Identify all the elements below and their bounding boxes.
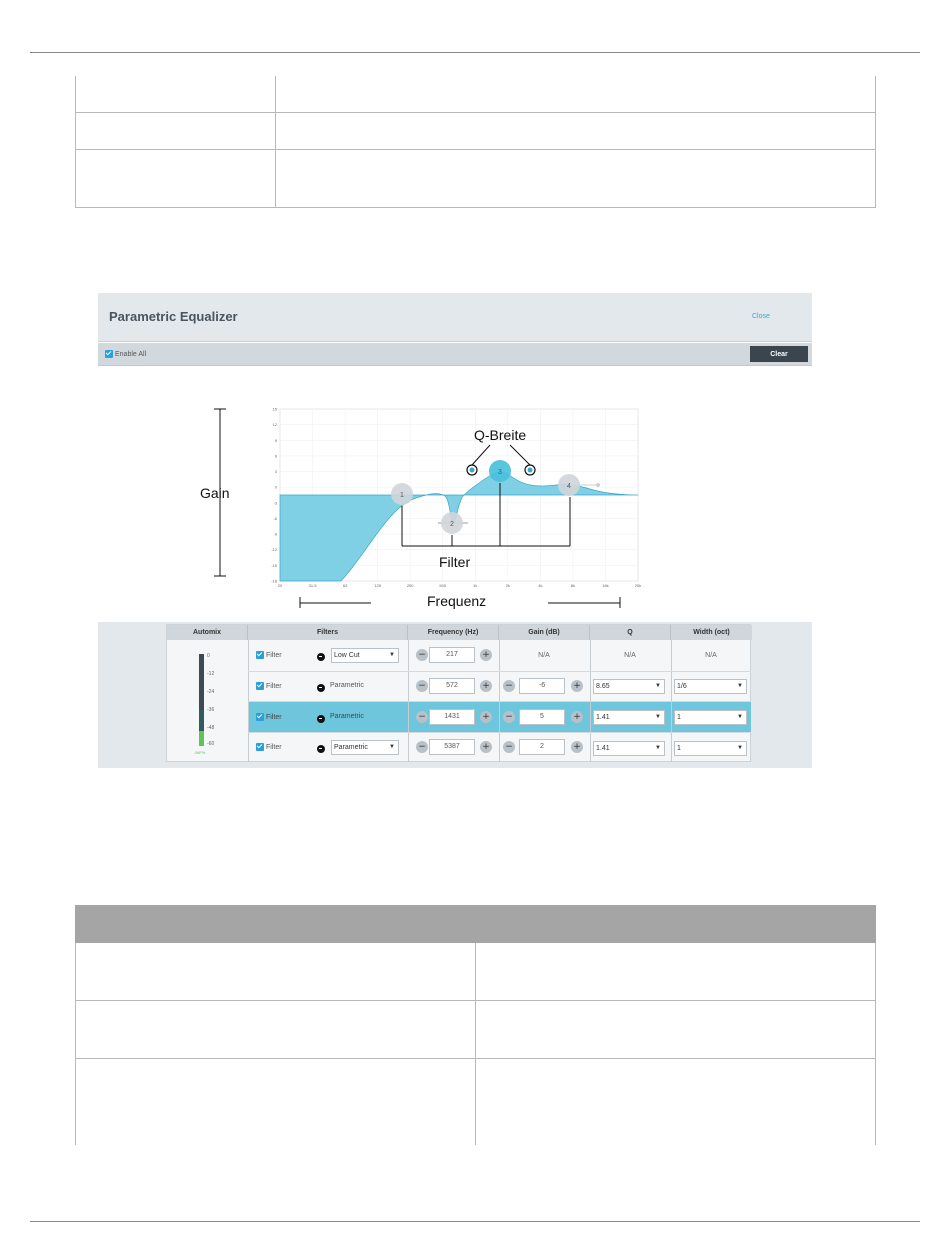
node-label: 4 [567,483,571,490]
frequency-increment-button[interactable]: + [480,741,492,753]
table-cell [276,112,876,149]
table-cell [76,149,276,207]
gain-increment-button[interactable]: + [571,680,583,692]
caret-down-icon: ▼ [389,652,395,658]
eq-plot-area [98,367,812,622]
filter-type-icon [317,745,325,753]
meter-tick: -24 [207,689,215,695]
y-tick-label: -3 [273,500,277,506]
select-value: 1 [677,745,681,752]
select-value: 1.41 [596,714,610,721]
table-cell [476,1059,876,1145]
meter-tick: -60 [207,741,215,747]
x-tick-label: 1k [473,583,478,588]
filter-type-select[interactable] [331,740,399,755]
node-label: 1 [400,492,404,499]
x-tick-label: 63 [342,583,348,588]
y-tick-label: -9 [273,531,277,537]
filter-type-icon [317,715,325,723]
width-select[interactable] [674,679,747,694]
x-tick-label: 4k [538,583,543,588]
x-tick-label: 31.5 [308,583,317,588]
q-handle-right[interactable] [525,465,535,475]
peq-toolbar [98,343,812,366]
gain-decrement-button[interactable]: − [503,680,515,692]
filter-type-text: Parametric [330,713,364,720]
filter-enable-checkbox[interactable] [256,682,282,690]
y-tick-label: -6 [273,515,277,521]
document-table-bottom [75,905,876,1145]
select-value: 1/6 [677,683,687,690]
checkbox-icon [256,682,264,690]
y-tick-label: 6 [274,453,277,459]
select-value: 1.41 [596,745,610,752]
width-value: N/A [705,652,717,659]
caret-down-icon: ▼ [655,714,661,720]
y-tick-label: 12 [272,422,277,428]
q-select[interactable] [593,679,665,694]
table-cell [76,112,276,149]
column-header-gain: Gain (dB) [499,625,590,640]
y-tick-label: -18 [271,578,277,584]
table-cell [76,1059,476,1145]
x-tick-label: 20 [277,583,283,588]
frequency-increment-button[interactable]: + [480,680,492,692]
width-select[interactable] [674,741,747,756]
frequency-increment-button[interactable]: + [480,711,492,723]
caret-down-icon: ▼ [655,745,661,751]
annotation-frequency: Frequenz [427,593,487,609]
bottom-rule [30,1221,920,1222]
caret-down-icon: ▼ [389,744,395,750]
meter-tick: 0 [207,653,210,659]
frequency-input[interactable]: 217 [429,647,475,663]
column-header-filters: Filters [248,625,408,640]
checkbox-icon [105,350,113,358]
row-separator [248,671,751,672]
gain-input[interactable]: 5 [519,709,565,725]
gain-decrement-button[interactable]: − [503,741,515,753]
gain-input[interactable]: -6 [519,678,565,694]
filter-type-select[interactable] [331,648,399,663]
frequency-decrement-button[interactable]: − [416,741,428,753]
caret-down-icon: ▼ [655,683,661,689]
y-tick-label: 15 [272,406,277,412]
table-cell [476,943,876,1001]
filter-label: Filter [266,651,282,659]
meter-foot-label: -INF% [194,750,206,755]
table-cell [476,1001,876,1059]
filter-type-icon [317,684,325,692]
y-tick-label: 3 [274,469,277,475]
gain-decrement-button[interactable]: − [503,711,515,723]
meter-tick: -36 [207,707,215,713]
select-value: 1 [677,714,681,721]
filter-node-1[interactable] [391,483,413,505]
table-header-cell [476,906,876,943]
table-cell [76,943,476,1001]
gain-increment-button[interactable]: + [571,741,583,753]
annotation-filter: Filter [439,554,471,570]
x-tick-label: 20k [634,583,642,588]
row-separator [248,732,751,733]
filter-grid [166,624,751,762]
y-tick-label: -15 [271,562,277,568]
select-value: Low Cut [334,652,360,659]
filter-label: Filter [266,682,282,690]
automix-meter-mid [199,710,204,731]
x-tick-label: 8k [570,583,576,588]
filter-node-3[interactable] [489,460,511,482]
filter-label: Filter [266,743,282,751]
caret-down-icon: ▼ [737,714,743,720]
frequency-input[interactable]: 5387 [429,739,475,755]
annotation-q-width: Q-Breite [474,427,527,443]
gain-input[interactable]: 2 [519,739,565,755]
width-select[interactable] [674,710,747,725]
table-header-cell [76,906,476,943]
x-tick-label: 2k [505,583,510,588]
enable-all-checkbox[interactable] [105,350,146,358]
column-header-width: Width (oct) [671,625,752,640]
checkbox-icon [256,743,264,751]
column-header-q: Q [590,625,671,640]
table-cell [276,149,876,207]
filter-enable-checkbox[interactable] [256,651,282,659]
frequency-decrement-button[interactable]: − [416,711,428,723]
frequency-input[interactable]: 1431 [429,709,475,725]
filter-enable-checkbox[interactable] [256,743,282,751]
filter-label: Filter [266,713,282,721]
x-tick-label: 500 [439,583,447,588]
checkbox-icon [256,713,264,721]
row-separator [248,701,751,702]
q-select[interactable] [593,710,665,725]
y-tick-label: 0 [274,484,277,490]
filter-type-text: Parametric [330,682,364,689]
meter-tick: -12 [207,671,215,677]
gain-value: N/A [538,652,550,659]
q-select[interactable] [593,741,665,756]
document-table-top [75,76,876,208]
filter-type-icon [317,653,325,661]
filter-enable-checkbox[interactable] [256,713,282,721]
close-link[interactable]: Close [752,313,770,320]
table-cell [76,76,276,112]
table-cell [276,76,876,112]
automix-meter-level [199,731,204,746]
peq-header [98,293,812,342]
parametric-equalizer-window [98,293,812,768]
frequency-increment-button[interactable]: + [480,649,492,661]
y-tick-label: -12 [271,547,277,553]
q-value: N/A [624,652,636,659]
caret-down-icon: ▼ [737,683,743,689]
node-label: 2 [450,521,454,528]
node-label: 3 [498,469,502,476]
column-header-frequency: Frequency (Hz) [408,625,499,640]
clear-button[interactable]: Clear [750,346,808,362]
annotation-gain: Gain [200,485,230,501]
checkbox-icon [256,651,264,659]
q-handle-left[interactable] [467,465,477,475]
x-tick-label: 125 [374,583,381,588]
frequency-input[interactable]: 572 [429,678,475,694]
select-value: 8.65 [596,683,610,690]
caret-down-icon: ▼ [737,745,743,751]
frequency-decrement-button[interactable]: − [416,680,428,692]
enable-all-label: Enable All [115,350,147,358]
y-tick-label: 9 [274,437,277,443]
x-tick-label: 250 [406,583,414,588]
peq-title: Parametric Equalizer [109,309,238,324]
select-value: Parametric [334,744,368,751]
table-cell [76,1001,476,1059]
gain-increment-button[interactable]: + [571,711,583,723]
filter-panel [98,622,812,768]
meter-tick: -48 [207,725,215,731]
column-header-automix: Automix [167,625,248,640]
top-rule [30,52,920,53]
x-tick-label: 16k [602,583,609,588]
frequency-decrement-button[interactable]: − [416,649,428,661]
